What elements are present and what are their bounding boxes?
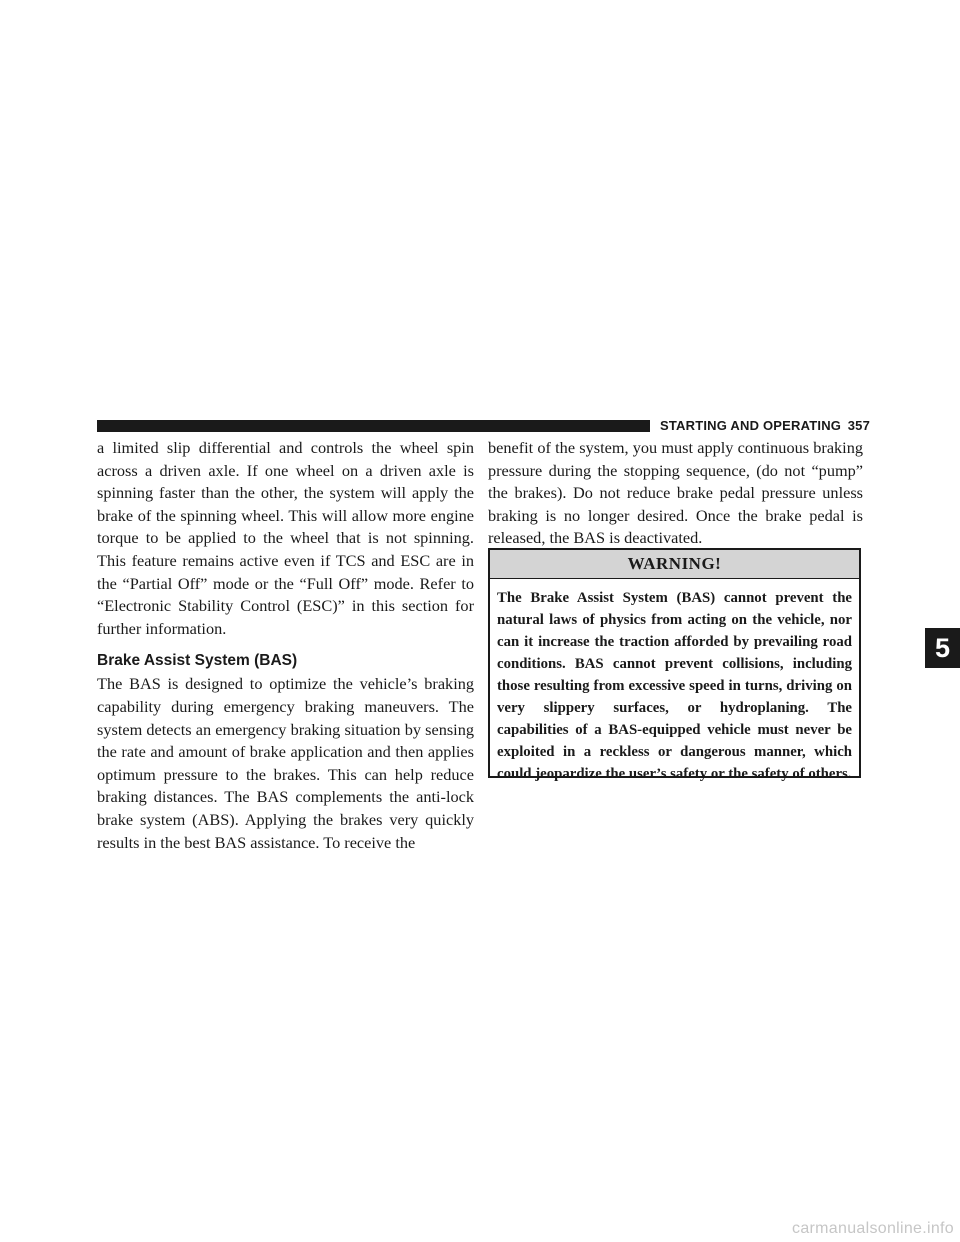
right-column	[488, 437, 863, 550]
watermark: carmanualsonline.info	[792, 1220, 954, 1237]
section-title: STARTING AND OPERATING	[660, 417, 842, 433]
warning-box	[488, 548, 861, 782]
body-paragraph: benefit of the system, you must apply continuous braking pressure during the stopping sequence, (do not “pump” the brakes). Do not reduce brake pedal pressure unless braking is no longer desired. Once the brake pedal is released, the BAS is deactivated.	[488, 438, 863, 548]
body-paragraph: a limited slip differential and controls the wheel spin across a driven axle. If one wheel on a driven axle is spinning faster than the other, the system will apply the brake of the spinning wheel. This will allow more engine torque to be applied to the wheel that is not spinning. This feature remains active even if TCS and ESC are in the “Partial Off” mode or the “Full Off” mode. Refer to “Electronic Stability Control (ESC)” in this section for further information.	[97, 438, 474, 638]
running-header	[660, 414, 870, 436]
body-paragraph: The BAS is designed to optimize the vehicle’s braking capability during emergency braking maneuvers. The system detects an emergency braking situation by sensing the rate and amount of brake application and then applies optimum pressure to the brakes. This can help reduce braking distances. The BAS complements the anti-lock brake system (ABS). Applying the brakes very quickly results in the best BAS assistance. To receive the	[97, 674, 474, 852]
left-column	[97, 437, 474, 854]
header-rule	[97, 420, 650, 432]
warning-title: WARNING!	[490, 550, 859, 579]
section-heading: Brake Assist System (BAS)	[97, 652, 298, 670]
chapter-tab: 5	[925, 628, 960, 668]
page-number: 357	[847, 417, 870, 433]
warning-text: The Brake Assist System (BAS) cannot prevent the natural laws of physics from acting on the vehicle, nor can it increase the traction afforded by prevailing road conditions. BAS cannot prevent collisions, including those resulting from excessive speed in turns, driving on very slippery surfaces, or hydroplaning. The capabilities of a BAS-equipped vehicle must never be exploited in a reckless or dangerous manner, which could jeopardize the user’s safety or the safety of others.	[497, 590, 852, 782]
